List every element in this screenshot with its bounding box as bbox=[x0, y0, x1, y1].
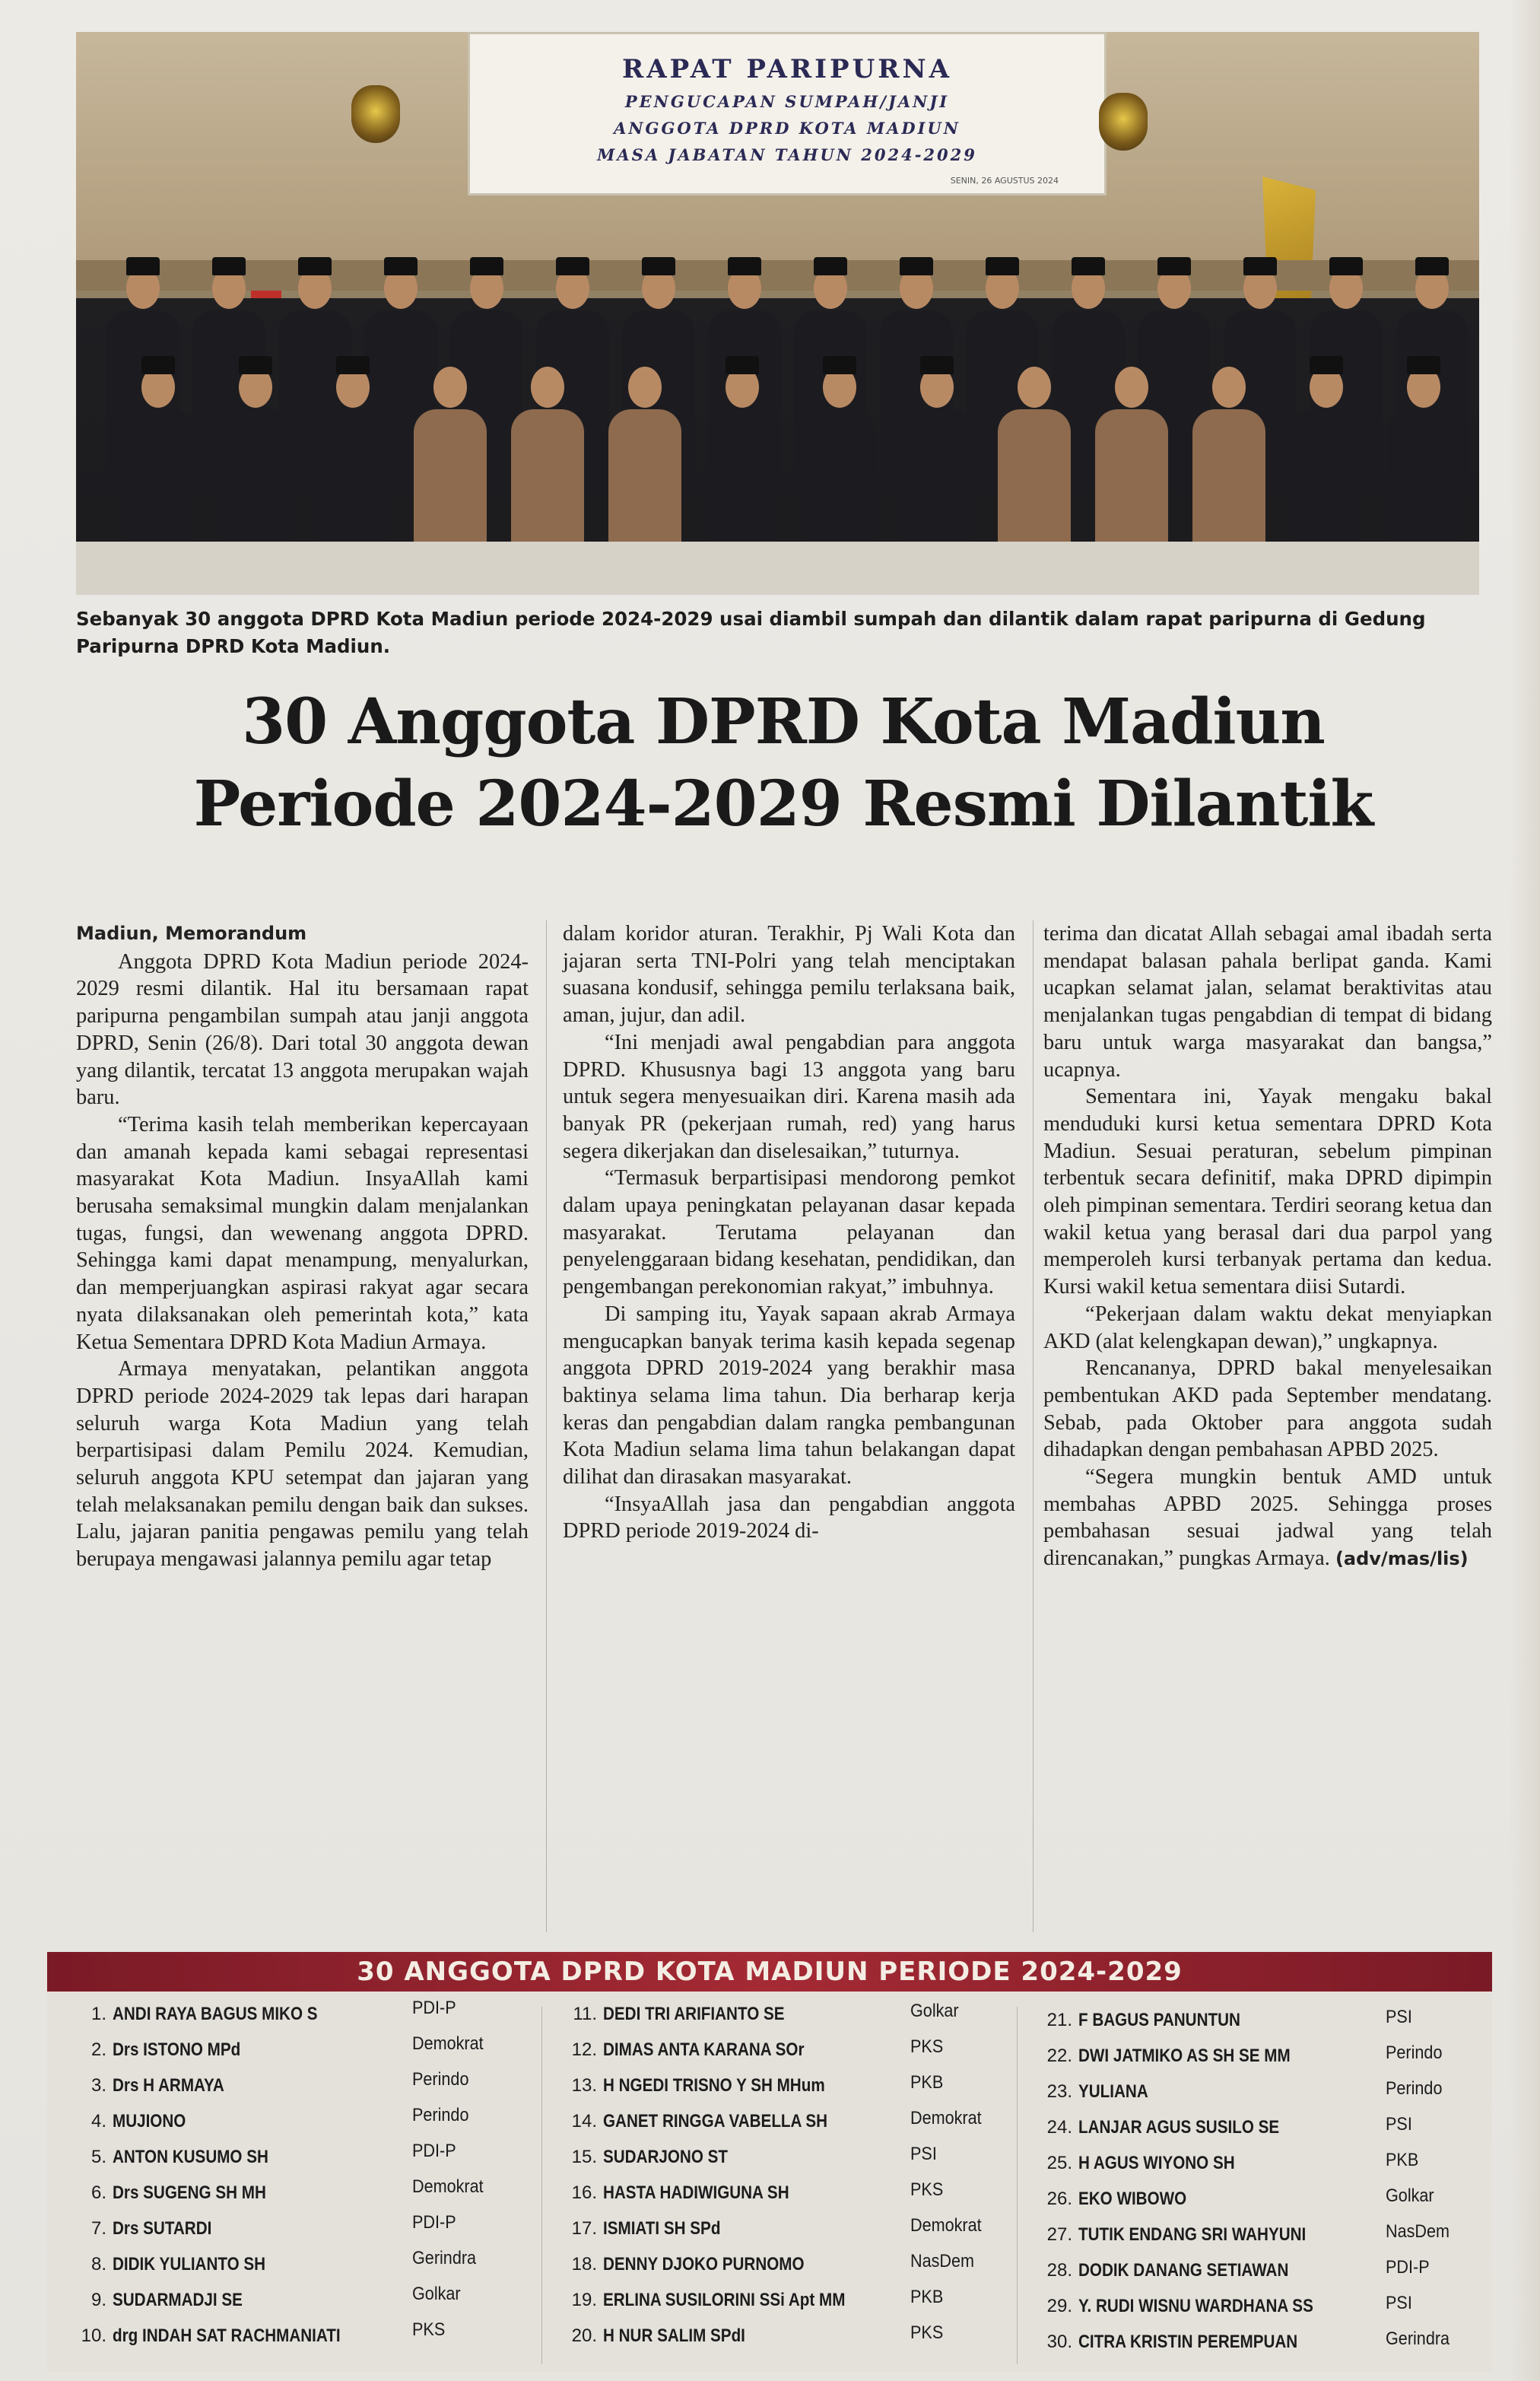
member-party: PKB bbox=[1386, 2150, 1419, 2170]
roster-item bbox=[62, 2033, 526, 2070]
roster-title: 30 ANGGOTA DPRD KOTA MADIUN PERIODE 2024-2029 bbox=[47, 1952, 1492, 1992]
member-name: DODIK DANANG SETIAWAN bbox=[1078, 2260, 1289, 2281]
roster-item bbox=[1028, 2078, 1492, 2112]
member-name: drg INDAH SAT RACHMANIATI bbox=[113, 2325, 341, 2346]
page-edge bbox=[1510, 0, 1540, 2381]
photo-caption: Sebanyak 30 anggota DPRD Kota Madiun periode 2024-2029 usai diambil sumpah dan dilantik dalam rapat paripurna di Gedung Paripurna DPRD Kota Madiun. bbox=[76, 608, 1426, 657]
member-name: SUDARMADJI SE bbox=[113, 2290, 243, 2310]
member-number: 28. bbox=[1046, 2260, 1072, 2281]
member-party: PDI-P bbox=[412, 2141, 456, 2161]
member-number: 25. bbox=[1046, 2153, 1072, 2173]
member-party: Demokrat bbox=[910, 2108, 982, 2128]
closing-quote: “Segera mungkin bentuk AMD untuk membahas APBD 2025. Sehingga proses pembahasan sesuai jadwal yang telah direncanakan,” pungkas Armaya. bbox=[1043, 1465, 1492, 1571]
member-name: H NGEDI TRISNO Y SH MHum bbox=[603, 2075, 825, 2096]
article-paragraph: “Termasuk berpartisipasi mendorong pemkot dalam upaya peningkatan pelayanan dasar kepada masyarakat. Terutama pelayanan dan penyelenggaraan bidang kesehatan, pendidikan, dan pengembangan perekonomian rakyat,” imbuhnya. bbox=[563, 1166, 1015, 1299]
roster-item bbox=[553, 2036, 1017, 2070]
member-name: MUJIONO bbox=[113, 2111, 186, 2131]
roster-item bbox=[1028, 2329, 1492, 2362]
member-name: YULIANA bbox=[1078, 2081, 1148, 2102]
member-number: 4. bbox=[90, 2111, 106, 2131]
member-name: Drs SUTARDI bbox=[113, 2218, 212, 2239]
member-party: PSI bbox=[1386, 2007, 1412, 2027]
member-number: 22. bbox=[1046, 2046, 1072, 2066]
member-name: ISMIATI SH SPd bbox=[603, 2218, 721, 2239]
roster-item bbox=[1028, 2114, 1492, 2147]
headline-line-2: Periode 2024-2029 Resmi Dilantik bbox=[193, 768, 1373, 841]
roster-item bbox=[62, 2069, 526, 2106]
city-emblem-icon bbox=[351, 85, 400, 143]
member-number: 14. bbox=[571, 2111, 597, 2131]
member-number: 15. bbox=[571, 2147, 597, 2167]
roster-item bbox=[1028, 2257, 1492, 2290]
member-name: DENNY DJOKO PURNOMO bbox=[603, 2254, 805, 2275]
dprd-emblem-icon bbox=[1099, 93, 1148, 151]
member-party: PKB bbox=[910, 2287, 944, 2307]
banner-title: RAPAT PARIPURNA bbox=[622, 54, 952, 84]
member-party: Gerindra bbox=[1386, 2329, 1450, 2349]
roster-item bbox=[553, 2179, 1017, 2213]
roster-item bbox=[1028, 2221, 1492, 2255]
member-party: Demokrat bbox=[910, 2215, 982, 2236]
member-name: Drs SUGENG SH MH bbox=[113, 2182, 266, 2203]
member-number: 8. bbox=[90, 2254, 106, 2275]
member-number: 19. bbox=[571, 2290, 597, 2310]
article-paragraph: terima dan dicatat Allah sebagai amal ibadah serta mendapat balasan pahala berlipat ganda. Kami ucapkan selamat jalan, selamat beraktivitas atau menjalankan tugas pengabdian di tempat di bidang baru untuk warga masyarakat dan bangsa,” ucapnya. bbox=[1043, 922, 1492, 1082]
photo-banner bbox=[468, 32, 1107, 196]
roster-item bbox=[553, 2251, 1017, 2284]
member-number: 11. bbox=[573, 2004, 597, 2024]
member-name: HASTA HADIWIGUNA SH bbox=[603, 2182, 789, 2203]
article-paragraph: “InsyaAllah jasa dan pengabdian anggota DPRD periode 2019-2024 di- bbox=[563, 1492, 1015, 1543]
member-number: 16. bbox=[571, 2182, 597, 2203]
member-name: GANET RINGGA VABELLA SH bbox=[603, 2111, 828, 2131]
roster-item bbox=[62, 1998, 526, 2034]
member-party: Perindo bbox=[412, 2105, 469, 2125]
roster-item bbox=[62, 2212, 526, 2249]
roster-item bbox=[1028, 2007, 1492, 2040]
member-name: LANJAR AGUS SUSILO SE bbox=[1078, 2117, 1280, 2138]
article-paragraph: Sementara ini, Yayak mengaku bakal menduduki kursi ketua sementara DPRD Kota Madiun. Sesuai peraturan, sebelum pimpinan terbentuk secara definitif, maka DPRD dipimpin oleh pimpinan sementara. Terdiri seorang ketua dan wakil ketua yang berasal dari dua parpol yang memperoleh kursi terbanyak pertama dan kedua. Kursi wakil ketua sementara diisi Sutardi. bbox=[1043, 1085, 1492, 1299]
article-paragraph: dalam koridor aturan. Terakhir, Pj Wali Kota dan jajaran serta TNI-Polri yang telah menciptakan suasana kondusif, sehingga pemilu terlaksana baik, aman, jujur, dan adil. bbox=[563, 922, 1015, 1028]
member-party: PDI-P bbox=[1386, 2257, 1430, 2278]
roster-item bbox=[1028, 2042, 1492, 2076]
column-divider bbox=[1033, 920, 1034, 1932]
member-party: Perindo bbox=[1386, 2078, 1443, 2099]
roster-item bbox=[62, 2105, 526, 2141]
member-number: 24. bbox=[1046, 2117, 1072, 2138]
member-party: PKS bbox=[910, 2179, 944, 2200]
roster-item bbox=[1028, 2185, 1492, 2219]
member-name: H AGUS WIYONO SH bbox=[1078, 2153, 1235, 2173]
member-party: PSI bbox=[1386, 2114, 1412, 2135]
headline bbox=[76, 681, 1491, 845]
article-column-1 bbox=[76, 920, 529, 1573]
member-party: Perindo bbox=[1386, 2042, 1443, 2063]
member-name: DIMAS ANTA KARANA SOr bbox=[603, 2039, 805, 2060]
member-name: CITRA KRISTIN PEREMPUAN bbox=[1078, 2332, 1298, 2352]
banner-line-4: MASA JABATAN TAHUN 2024-2029 bbox=[597, 145, 977, 164]
member-number: 1. bbox=[90, 2004, 106, 2024]
roster-item bbox=[1028, 2150, 1492, 2183]
member-party: PDI-P bbox=[412, 2212, 456, 2233]
article-paragraph: Di samping itu, Yayak sapaan akrab Armaya mengucapkan banyak terima kasih kepada segenap anggota DPRD 2019-2024 yang berakhir masa baktinya selama lima tahun. Dia berharap kerja keras dan pengabdian dalam rangka pembangunan Kota Madiun selama lima tahun belakangan dapat dilihat dan dirasakan masyarakat. bbox=[563, 1302, 1015, 1489]
member-number: 23. bbox=[1046, 2081, 1072, 2102]
member-name: DWI JATMIKO AS SH SE MM bbox=[1078, 2046, 1291, 2066]
member-party: PSI bbox=[910, 2144, 937, 2164]
photo-floor bbox=[76, 542, 1479, 595]
member-number: 10. bbox=[81, 2325, 106, 2346]
roster-item bbox=[62, 2176, 526, 2213]
member-name: Y. RUDI WISNU WARDHANA SS bbox=[1078, 2296, 1313, 2316]
member-name: DIDIK YULIANTO SH bbox=[113, 2254, 266, 2275]
member-name: Drs ISTONO MPd bbox=[113, 2039, 241, 2060]
member-name: DEDI TRI ARIFIANTO SE bbox=[603, 2004, 785, 2024]
roster-item bbox=[553, 2108, 1017, 2141]
member-party: Demokrat bbox=[412, 2033, 484, 2054]
member-party: Perindo bbox=[412, 2069, 469, 2090]
member-name: H NUR SALIM SPdI bbox=[603, 2325, 745, 2346]
roster-item bbox=[553, 2144, 1017, 2177]
member-name: EKO WIBOWO bbox=[1078, 2189, 1187, 2209]
member-name: TUTIK ENDANG SRI WAHYUNI bbox=[1078, 2224, 1307, 2245]
member-party: NasDem bbox=[910, 2251, 975, 2271]
article-column-2 bbox=[563, 920, 1015, 1545]
roster-item bbox=[62, 2319, 526, 2356]
member-number: 17. bbox=[571, 2218, 597, 2239]
member-party: Gerindra bbox=[412, 2248, 477, 2268]
member-number: 26. bbox=[1046, 2189, 1072, 2209]
member-name: ERLINA SUSILORINI SSi Apt MM bbox=[603, 2290, 846, 2310]
member-party: PKB bbox=[910, 2072, 944, 2093]
member-number: 29. bbox=[1046, 2296, 1072, 2316]
article-paragraph: “Ini menjadi awal pengabdian para anggota DPRD. Khususnya bagi 13 anggota yang baru untuk segera menyesuaikan diri. Karena masih ada banyak PR (pekerjaan rumah, red) yang harus segera dikerjakan dan diselesaikan,” tuturnya. bbox=[563, 1030, 1015, 1163]
roster-item bbox=[62, 2284, 526, 2320]
member-number: 12. bbox=[571, 2039, 597, 2060]
member-number: 7. bbox=[90, 2218, 106, 2239]
member-number: 13. bbox=[571, 2075, 597, 2096]
member-number: 30. bbox=[1046, 2332, 1072, 2352]
member-number: 5. bbox=[90, 2147, 106, 2167]
roster-divider bbox=[1017, 2007, 1018, 2364]
member-number: 18. bbox=[571, 2254, 597, 2275]
member-party: PKS bbox=[910, 2036, 944, 2057]
member-party: Golkar bbox=[1386, 2185, 1434, 2206]
banner-date: SENIN, 26 AGUSTUS 2024 bbox=[950, 176, 1059, 186]
member-party: PKS bbox=[412, 2319, 446, 2340]
member-number: 6. bbox=[90, 2182, 106, 2203]
member-name: F BAGUS PANUNTUN bbox=[1078, 2010, 1240, 2030]
news-photo bbox=[76, 32, 1479, 595]
article-paragraph: Armaya menyatakan, pelantikan anggota DPRD periode 2024-2029 tak lepas dari harapan seluruh warga Kota Madiun yang telah berpartisipasi dalam Pemilu 2024. Kemudian, seluruh anggota KPU setempat dan jajaran yang telah melaksanakan pemilu dengan baik dan sukses. Lalu, jajaran panitia pengawas pemilu yang telah berupaya mengawasi jalannya pemilu agar tetap bbox=[76, 1357, 529, 1572]
member-name: Drs H ARMAYA bbox=[113, 2075, 224, 2096]
banner-line-3: ANGGOTA DPRD KOTA MADIUN bbox=[614, 119, 961, 138]
member-party: Golkar bbox=[412, 2284, 461, 2304]
member-party: Demokrat bbox=[412, 2176, 484, 2197]
member-party: PKS bbox=[910, 2322, 944, 2343]
member-number: 20. bbox=[571, 2325, 597, 2346]
dateline: Madiun, Memorandum bbox=[76, 923, 307, 944]
author-signature: (adv/mas/lis) bbox=[1335, 1548, 1469, 1570]
article-paragraph: “Pekerjaan dalam waktu dekat menyiapkan AKD (alat kelengkapan dewan),” ungkapnya. bbox=[1043, 1302, 1492, 1353]
member-party: NasDem bbox=[1386, 2221, 1450, 2242]
roster-item bbox=[553, 2287, 1017, 2320]
member-party: PSI bbox=[1386, 2293, 1412, 2313]
member-name: ANTON KUSUMO SH bbox=[113, 2147, 268, 2167]
article-column-3 bbox=[1043, 920, 1492, 1573]
roster-item bbox=[1028, 2293, 1492, 2326]
roster-item bbox=[553, 2001, 1017, 2034]
member-party: PDI-P bbox=[412, 1998, 456, 2018]
member-number: 2. bbox=[90, 2039, 106, 2060]
banner-line-2: PENGUCAPAN SUMPAH/JANJI bbox=[624, 92, 950, 111]
article-paragraph: “Terima kasih telah memberikan kepercayaan dan amanah kepada kami sebagai representasi masyarakat Kota Madiun. InsyaAllah kami berusaha semaksimal mungkin dalam menjalankan tugas, fungsi, dan wewenang anggota DPRD. Sehingga kami dapat menampung, menyalurkan, dan memperjuangkan aspirasi rakyat agar secara nyata dilaksanakan oleh pemerintah kota,” kata Ketua Sementara DPRD Kota Madiun Armaya. bbox=[76, 1112, 529, 1354]
roster-item bbox=[62, 2141, 526, 2177]
member-number: 21. bbox=[1046, 2010, 1072, 2030]
article-paragraph: Rencananya, DPRD bakal menyelesaikan pembentukan AKD pada September mendatang. Sebab, pada Oktober para anggota sudah dihadapkan dengan pembahasan APBD 2025. bbox=[1043, 1356, 1492, 1462]
member-roster bbox=[47, 1992, 1492, 2372]
article-paragraph: Anggota DPRD Kota Madiun periode 2024-2029 resmi dilantik. Hal itu bersamaan rapat paripurna pengambilan sumpah atau janji anggota DPRD, Senin (26/8). Dari total 30 anggota dewan yang dilantik, tercatat 13 anggota merupakan wajah baru. bbox=[76, 949, 529, 1110]
roster-divider bbox=[541, 2007, 542, 2364]
member-number: 27. bbox=[1046, 2224, 1072, 2245]
roster-item bbox=[553, 2072, 1017, 2106]
roster-item bbox=[553, 2322, 1017, 2356]
column-divider bbox=[546, 920, 547, 1932]
member-number: 9. bbox=[90, 2290, 106, 2310]
headline-line-1: 30 Anggota DPRD Kota Madiun bbox=[242, 685, 1325, 758]
member-number: 3. bbox=[90, 2075, 106, 2096]
member-name: SUDARJONO ST bbox=[603, 2147, 728, 2167]
member-name: ANDI RAYA BAGUS MIKO S bbox=[113, 2004, 318, 2024]
roster-item bbox=[62, 2248, 526, 2284]
article-paragraph bbox=[1043, 1464, 1492, 1573]
member-party: Golkar bbox=[910, 2001, 959, 2021]
roster-item bbox=[553, 2215, 1017, 2249]
